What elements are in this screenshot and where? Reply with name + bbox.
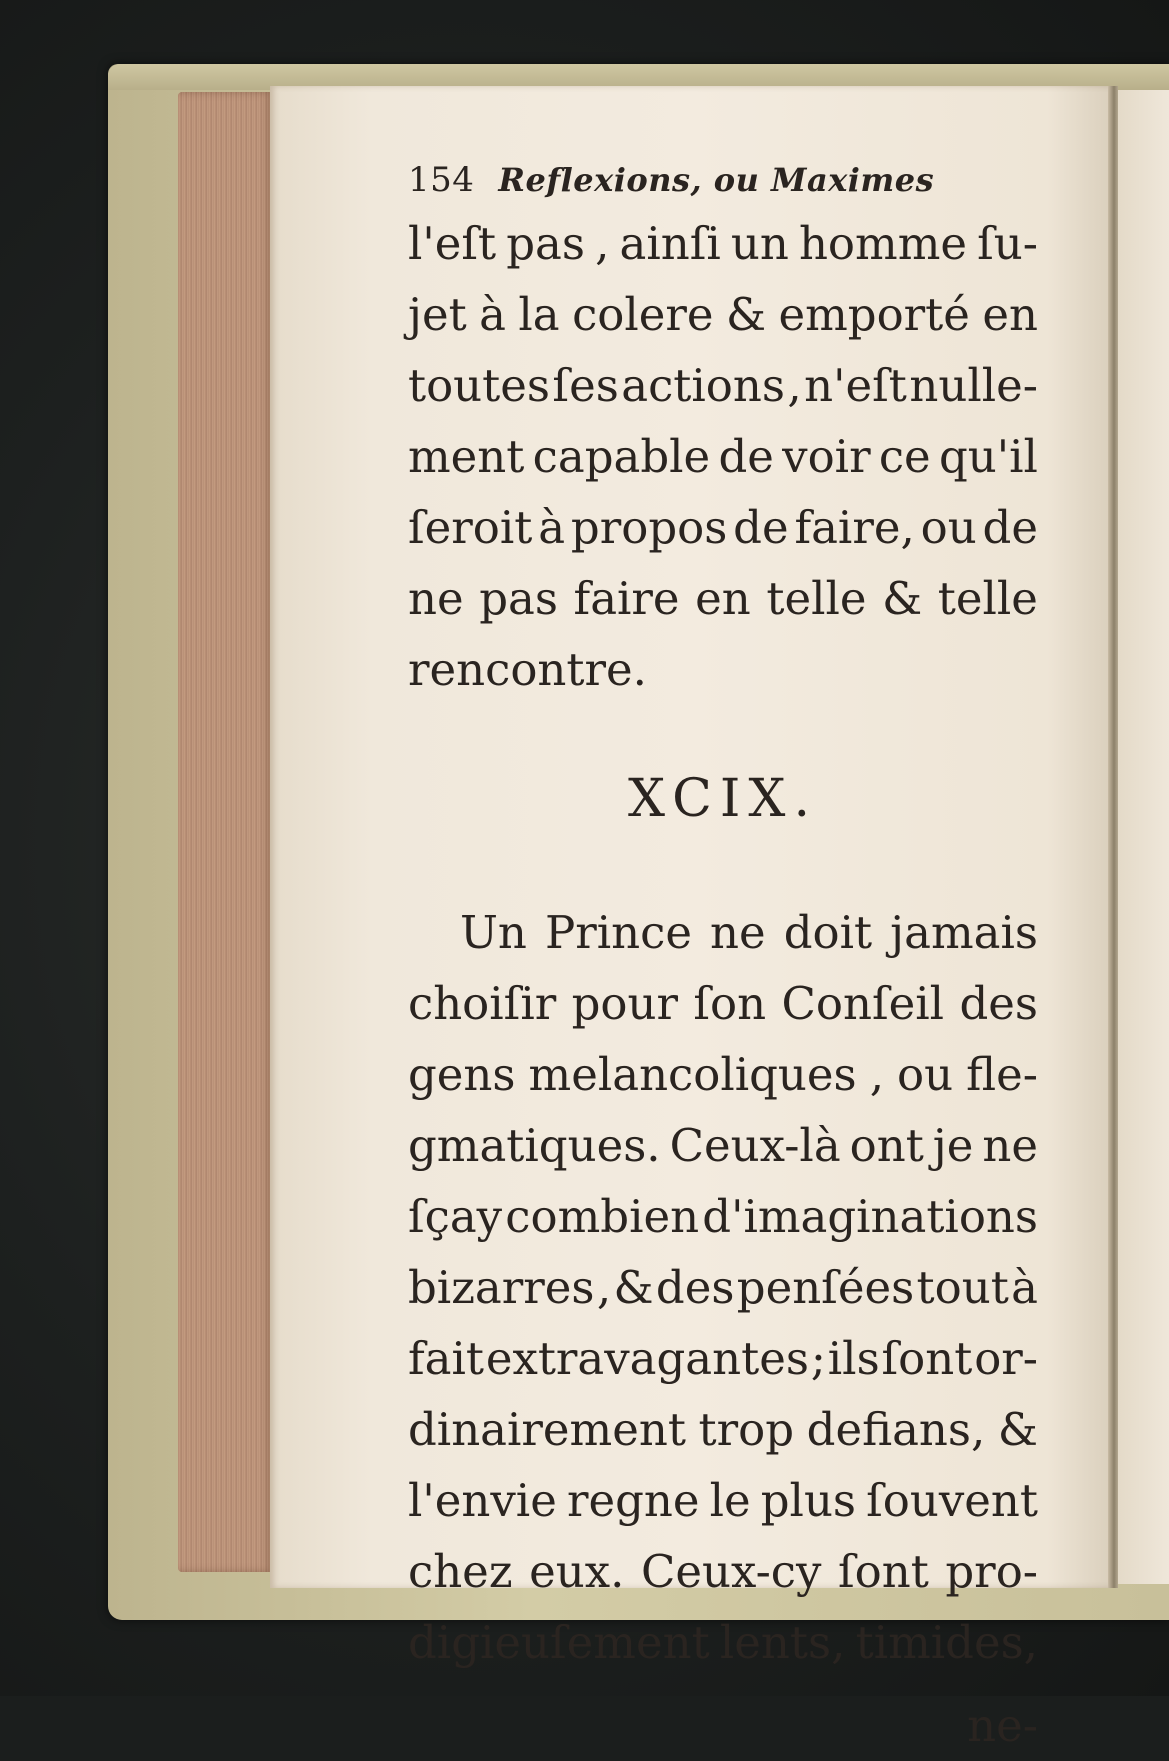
running-title: Reflexions, ou Maximes bbox=[498, 161, 935, 199]
catchword: ne- bbox=[967, 1699, 1038, 1752]
book-gutter bbox=[1108, 86, 1118, 1588]
text-line: fait extravagantes ; ils ſont or- bbox=[408, 1332, 1038, 1385]
text-line: Un Prince ne doit jamais bbox=[460, 906, 1038, 959]
text-line: digieuſement lents, timides, bbox=[408, 1616, 1038, 1669]
text-line: ſeroit à propos de faire, ou de bbox=[408, 501, 1038, 554]
text-line: dinairement trop defians, & bbox=[408, 1403, 1038, 1456]
page-number: 154 bbox=[408, 160, 475, 200]
text-line: chez eux. Ceux-cy ſont pro- bbox=[408, 1545, 1038, 1598]
facing-page bbox=[1118, 90, 1169, 1584]
text-line: ne pas faire en telle & telle bbox=[408, 572, 1038, 625]
text-line: bizarres , & des penſées tout à bbox=[408, 1261, 1038, 1314]
paragraph-1 bbox=[408, 208, 1038, 705]
page-edges bbox=[178, 92, 274, 1572]
text-line: jet à la colere & emporté en bbox=[408, 288, 1038, 341]
text-line: gens melancoliques , ou fle- bbox=[408, 1048, 1038, 1101]
text-line: ment capable de voir ce qu'il bbox=[408, 430, 1038, 483]
text-line: l'eſt pas , ainſi un homme ſu- bbox=[408, 217, 1038, 270]
text-line: gmatiques. Ceux-là ont je ne bbox=[408, 1119, 1038, 1172]
text-line: toutes ſes actions , n'eſt nulle- bbox=[408, 359, 1038, 412]
text-line: ſçay combien d'imaginations bbox=[408, 1190, 1038, 1243]
text-line: rencontre. bbox=[408, 643, 647, 696]
catchword-row bbox=[408, 1690, 1038, 1761]
paragraph-2 bbox=[408, 897, 1038, 1678]
running-head bbox=[408, 160, 1038, 208]
text-line: l'envie regne le plus ſouvent bbox=[408, 1474, 1038, 1527]
page-text bbox=[408, 160, 1038, 1761]
text-line: choiſir pour ſon Conſeil des bbox=[408, 977, 1038, 1030]
section-heading: XCIX. bbox=[628, 769, 818, 829]
